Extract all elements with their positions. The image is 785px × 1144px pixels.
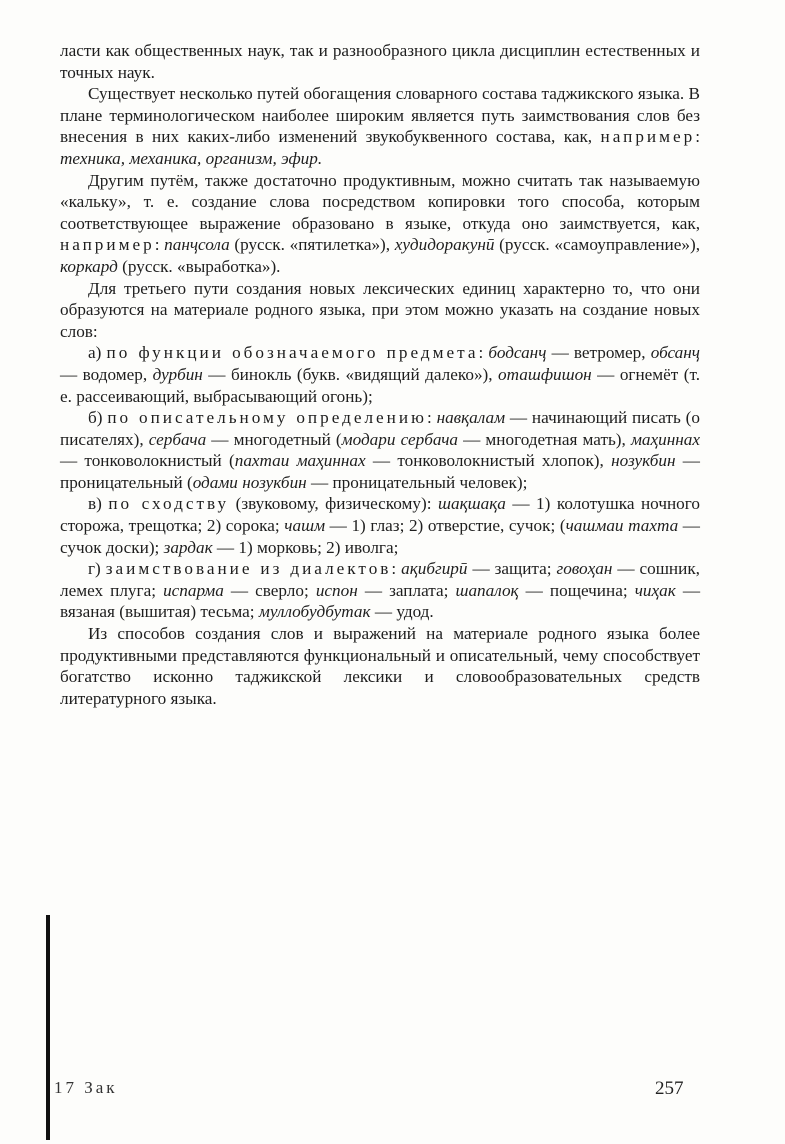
text-run: — огнемёт (т. е. рассеивающий, выбрасывающий огонь);	[60, 364, 700, 406]
term: шақшақа	[438, 494, 506, 514]
paragraph	[60, 493, 700, 558]
text-run: — ветромер,	[546, 343, 651, 363]
term: сербача	[148, 429, 207, 449]
term: зардак	[163, 537, 213, 557]
text-run: — 1) морковь; 2) иволга;	[212, 537, 399, 557]
paragraph	[60, 278, 700, 343]
spaced-heading: например	[60, 235, 155, 255]
term: техника, механика, организм, эфир.	[60, 148, 323, 168]
printer-signature: 17 Зак	[54, 1078, 118, 1097]
paragraph	[60, 40, 700, 83]
term: испарма	[163, 580, 224, 600]
text-run: — многодетный (	[206, 429, 342, 449]
term: дурбин	[152, 364, 203, 384]
term: испон	[315, 580, 358, 600]
paragraph	[60, 623, 700, 709]
spaced-heading: например	[600, 127, 696, 147]
text-run: б)	[88, 408, 108, 428]
term: нозукбин	[611, 451, 676, 471]
text-run: :	[426, 408, 437, 428]
text-run: — проницательный (	[60, 451, 700, 492]
text-run: — сверло;	[223, 580, 316, 600]
page-number: 257	[655, 1078, 684, 1099]
term: пахтаи маҳиннах	[234, 451, 366, 471]
text-run: — бинокль (букв. «видящий далеко»),	[202, 364, 499, 384]
term: обсанҷ	[650, 343, 700, 363]
text-run: Из способов создания слов и выражений на материале родного языка более продуктивными представляются функциональный и описательный, чему способствует богатство исконно таджикской лексики и словообразовательных средств литературного языка.	[60, 624, 700, 708]
term: муллобудбутак	[258, 602, 371, 622]
text-run: — проницательный человек);	[306, 472, 528, 492]
term: ақибгирӣ	[401, 559, 468, 579]
text-run: — удод.	[370, 602, 434, 622]
text-run: — сучок доски);	[60, 516, 700, 557]
term: модари сербача	[341, 429, 459, 449]
page-text	[60, 40, 700, 709]
paragraph	[60, 558, 700, 623]
text-run: — начинающий писать (о писателях),	[60, 408, 700, 449]
term: худидоракунӣ	[394, 235, 495, 255]
text-run: :	[695, 127, 700, 147]
text-run: :	[154, 235, 165, 255]
text-run: а)	[88, 343, 107, 363]
text-run: ласти как общественных наук, так и разнообразного цикла дисциплин естественных и точных наук.	[60, 41, 700, 82]
text-run: — защита;	[467, 559, 557, 579]
term: чашм	[284, 516, 326, 536]
text-run: Другим путём, также достаточно продуктивным, можно считать так называемую «кальку», т. е. создание слова посредством копировки того способа, которым соответствующее выражение образовано в языке, откуда оно заимствуется, как,	[60, 170, 700, 233]
text-run: — тонковолокнистый хлопок),	[365, 451, 612, 471]
text-run: г)	[88, 559, 106, 579]
text-run: (русск. «самоуправление»),	[494, 235, 700, 255]
term: панҷсола	[164, 235, 230, 255]
paragraph	[60, 83, 700, 169]
text-run: — водомер,	[60, 364, 153, 384]
text-run: (русск. «выработка»).	[117, 256, 281, 276]
text-run: в)	[88, 494, 109, 514]
term: одами нозукбин	[192, 472, 307, 492]
term: чашмаи тахта	[565, 516, 679, 536]
term: коркард	[60, 256, 118, 276]
text-run: :	[391, 559, 402, 579]
text-run: :	[478, 343, 489, 363]
text-run: Существует несколько путей обогащения словарного состава таджикского языка. В плане терминологическом наиболее широким является путь заимствования слов без внесения в них каких-либо изменений звукобуквенного состава, как,	[60, 84, 700, 147]
term: чиҳак	[634, 580, 676, 600]
term: говоҳан	[556, 559, 613, 579]
term: бодсанҷ	[488, 343, 547, 363]
text-run: — сошник, лемех плуга;	[60, 559, 700, 600]
term: шапалоқ	[455, 580, 519, 600]
paragraph	[60, 407, 700, 493]
text-run: (русск. «пятилетка»),	[229, 235, 395, 255]
term: маҳиннах	[630, 429, 700, 449]
spaced-heading: по описательному определению	[107, 408, 427, 428]
text-run: — 1) глаз; 2) отверстие, сучок; (	[325, 516, 566, 536]
paragraph	[60, 342, 700, 407]
text-run: — тонковолокнистый (	[60, 451, 235, 471]
paragraph	[60, 170, 700, 278]
text-run: — 1) колотушка ночного сторожа, трещотка; 2) сорока;	[60, 494, 700, 536]
text-run: — вязаная (вышитая) тесьма;	[60, 580, 701, 622]
spaced-heading: заимствование из диалектов	[105, 559, 392, 579]
term: навқалам	[436, 408, 506, 428]
text-run: — многодетная мать),	[458, 429, 631, 449]
text-run: — заплата;	[357, 580, 456, 600]
text-run: — пощечина;	[518, 580, 635, 600]
text-run: Для третьего пути создания новых лексических единиц характерно то, что они образуются на материале родного языка, при этом можно указать на создание новых слов:	[60, 278, 700, 341]
text-run: (звуковому, физическому):	[229, 494, 439, 514]
term: оташфишон	[498, 364, 592, 384]
spaced-heading: по функции обозначаемого предмета	[106, 343, 479, 363]
spaced-heading: по сходству	[108, 494, 230, 514]
margin-bar	[46, 915, 50, 1140]
